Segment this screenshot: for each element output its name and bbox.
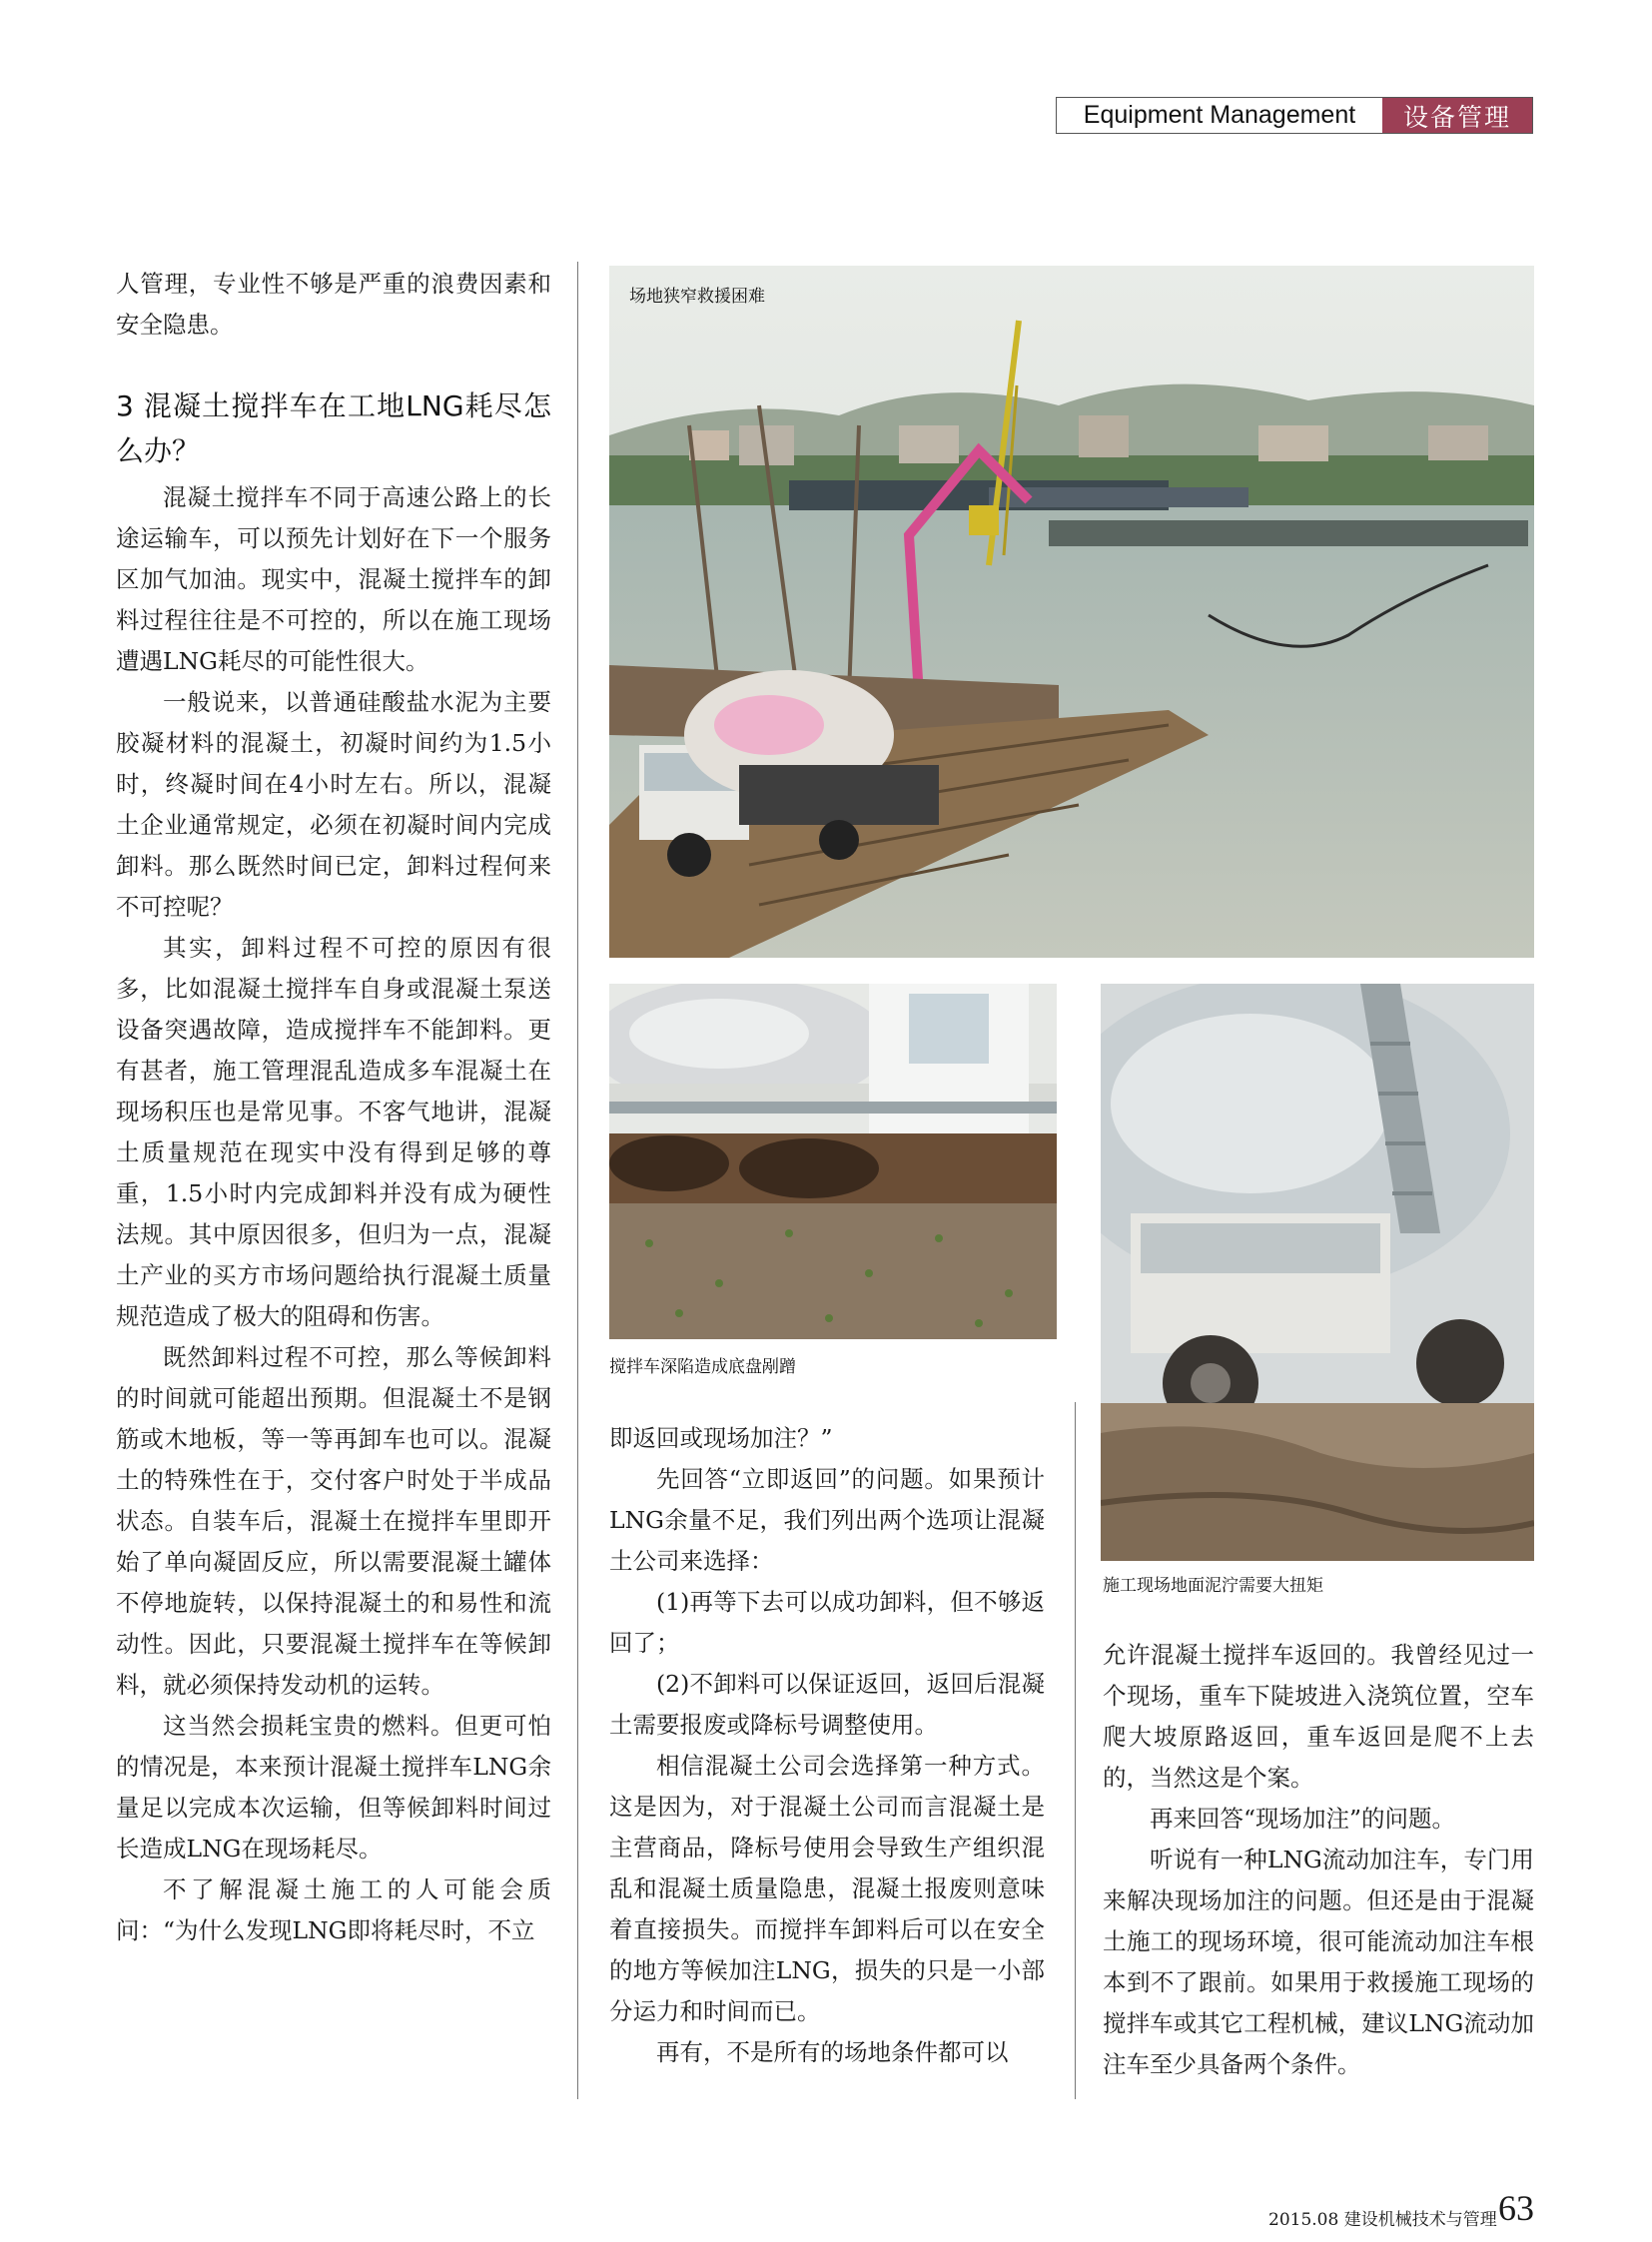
paragraph: 再有，不是所有的场地条件都可以 bbox=[656, 2038, 1009, 2066]
paragraph: (1)再等下去可以成功卸料，但不够返回了； bbox=[609, 1588, 1045, 1657]
paragraph: 听说有一种LNG流动加注车，专门用来解决现场加注的问题。但还是由于混凝土施工的现场环境，很可能流动加注车根本到不了跟前。如果用于救援施工现场的搅拌车或其它工程机械，建议LNG流动加注车至少具备两个条件。 bbox=[1103, 1846, 1534, 2078]
right-column bbox=[1103, 1635, 1534, 2085]
middle-column bbox=[609, 1418, 1045, 2073]
photo-caption: 施工现场地面泥泞需要大扭矩 bbox=[1103, 1576, 1323, 1596]
photo-caption: 搅拌车深陷造成底盘剐蹭 bbox=[609, 1357, 796, 1377]
page-number: 63 bbox=[1498, 2188, 1534, 2228]
section-heading: 3 混凝土搅拌车在工地LNG耗尽怎么办？ bbox=[116, 389, 551, 467]
header-chinese: 设备管理 bbox=[1382, 98, 1532, 133]
continued-paragraph: 允许混凝土搅拌车返回的。我曾经见过一个现场，重车下陡坡进入浇筑位置，空车爬大坡原路返回，重车返回是爬不上去的，当然这是个案。 bbox=[1103, 1641, 1534, 1792]
section-header bbox=[1056, 97, 1533, 134]
continued-paragraph: 即返回或现场加注？” bbox=[609, 1424, 833, 1452]
paragraph: 其实，卸料过程不可控的原因有很多，比如混凝土搅拌车自身或混凝土泵送设备突遇故障，造成搅拌车不能卸料。更有甚者，施工管理混乱造成多车混凝土在现场积压也是常见事。不客气地讲，混凝土质量规范在现实中没有得到足够的尊重，1.5小时内完成卸料并没有成为硬性法规。其中原因很多，但归为一点，混凝土产业的买方市场问题给执行混凝土质量规范造成了极大的阻碍和伤害。 bbox=[116, 934, 551, 1330]
paragraph: 这当然会损耗宝贵的燃料。但更可怕的情况是，本来预计混凝土搅拌车LNG余量足以完成本次运输，但等候卸料时间过长造成LNG在现场耗尽。 bbox=[116, 1712, 551, 1863]
paragraph: 一般说来，以普通硅酸盐水泥为主要胶凝材料的混凝土，初凝时间约为1.5小时，终凝时间在4小时左右。所以，混凝土企业通常规定，必须在初凝时间内完成卸料。那么既然时间已定，卸料过程何来不可控呢？ bbox=[116, 688, 551, 921]
continued-paragraph: 人管理，专业性不够是严重的浪费因素和安全隐患。 bbox=[116, 270, 551, 339]
paragraph: 既然卸料过程不可控，那么等候卸料的时间就可能超出预期。但混凝土不是钢筋或木地板，等一等再卸车也可以。混凝土的特殊性在于，交付客户时处于半成品状态。自装车后，混凝土在搅拌车里即开始了单向凝固反应，所以需要混凝土罐体不停地旋转，以保持混凝土的和易性和流动性。因此，只要混凝土搅拌车在等候卸料，就必须保持发动机的运转。 bbox=[116, 1343, 551, 1699]
left-column bbox=[116, 264, 551, 1951]
photo-muddy-site bbox=[1101, 984, 1534, 1561]
journal-name: 2015.08 建设机械技术与管理 bbox=[1268, 2210, 1497, 2230]
photo-truck-stuck bbox=[609, 984, 1057, 1339]
header-english: Equipment Management bbox=[1083, 101, 1356, 129]
paragraph: 再来回答“现场加注”的问题。 bbox=[1150, 1805, 1456, 1833]
paragraph: 不了解混凝土施工的人可能会质问：“为什么发现LNG即将耗尽时，不立 bbox=[116, 1875, 551, 1944]
paragraph: 先回答“立即返回”的问题。如果预计LNG余量不足，我们列出两个选项让混凝土公司来选择： bbox=[609, 1465, 1045, 1575]
photo-river-construction bbox=[609, 266, 1534, 958]
column-divider bbox=[577, 262, 578, 2099]
paragraph: 混凝土搅拌车不同于高速公路上的长途运输车，可以预先计划好在下一个服务区加气加油。现实中，混凝土搅拌车的卸料过程往往是不可控的，所以在施工现场遭遇LNG耗尽的可能性很大。 bbox=[116, 483, 551, 675]
column-divider bbox=[1075, 1402, 1076, 2099]
photo-caption: 场地狭窄救援困难 bbox=[629, 287, 765, 307]
paragraph: 相信混凝土公司会选择第一种方式。这是因为，对于混凝土公司而言混凝土是主营商品，降标号使用会导致生产组织混乱和混凝土质量隐患，混凝土报废则意味着直接损失。而搅拌车卸料后可以在安全的地方等候加注LNG，损失的只是一小部分运力和时间而已。 bbox=[609, 1752, 1045, 2025]
paragraph: (2)不卸料可以保证返回，返回后混凝土需要报废或降标号调整使用。 bbox=[609, 1670, 1045, 1739]
